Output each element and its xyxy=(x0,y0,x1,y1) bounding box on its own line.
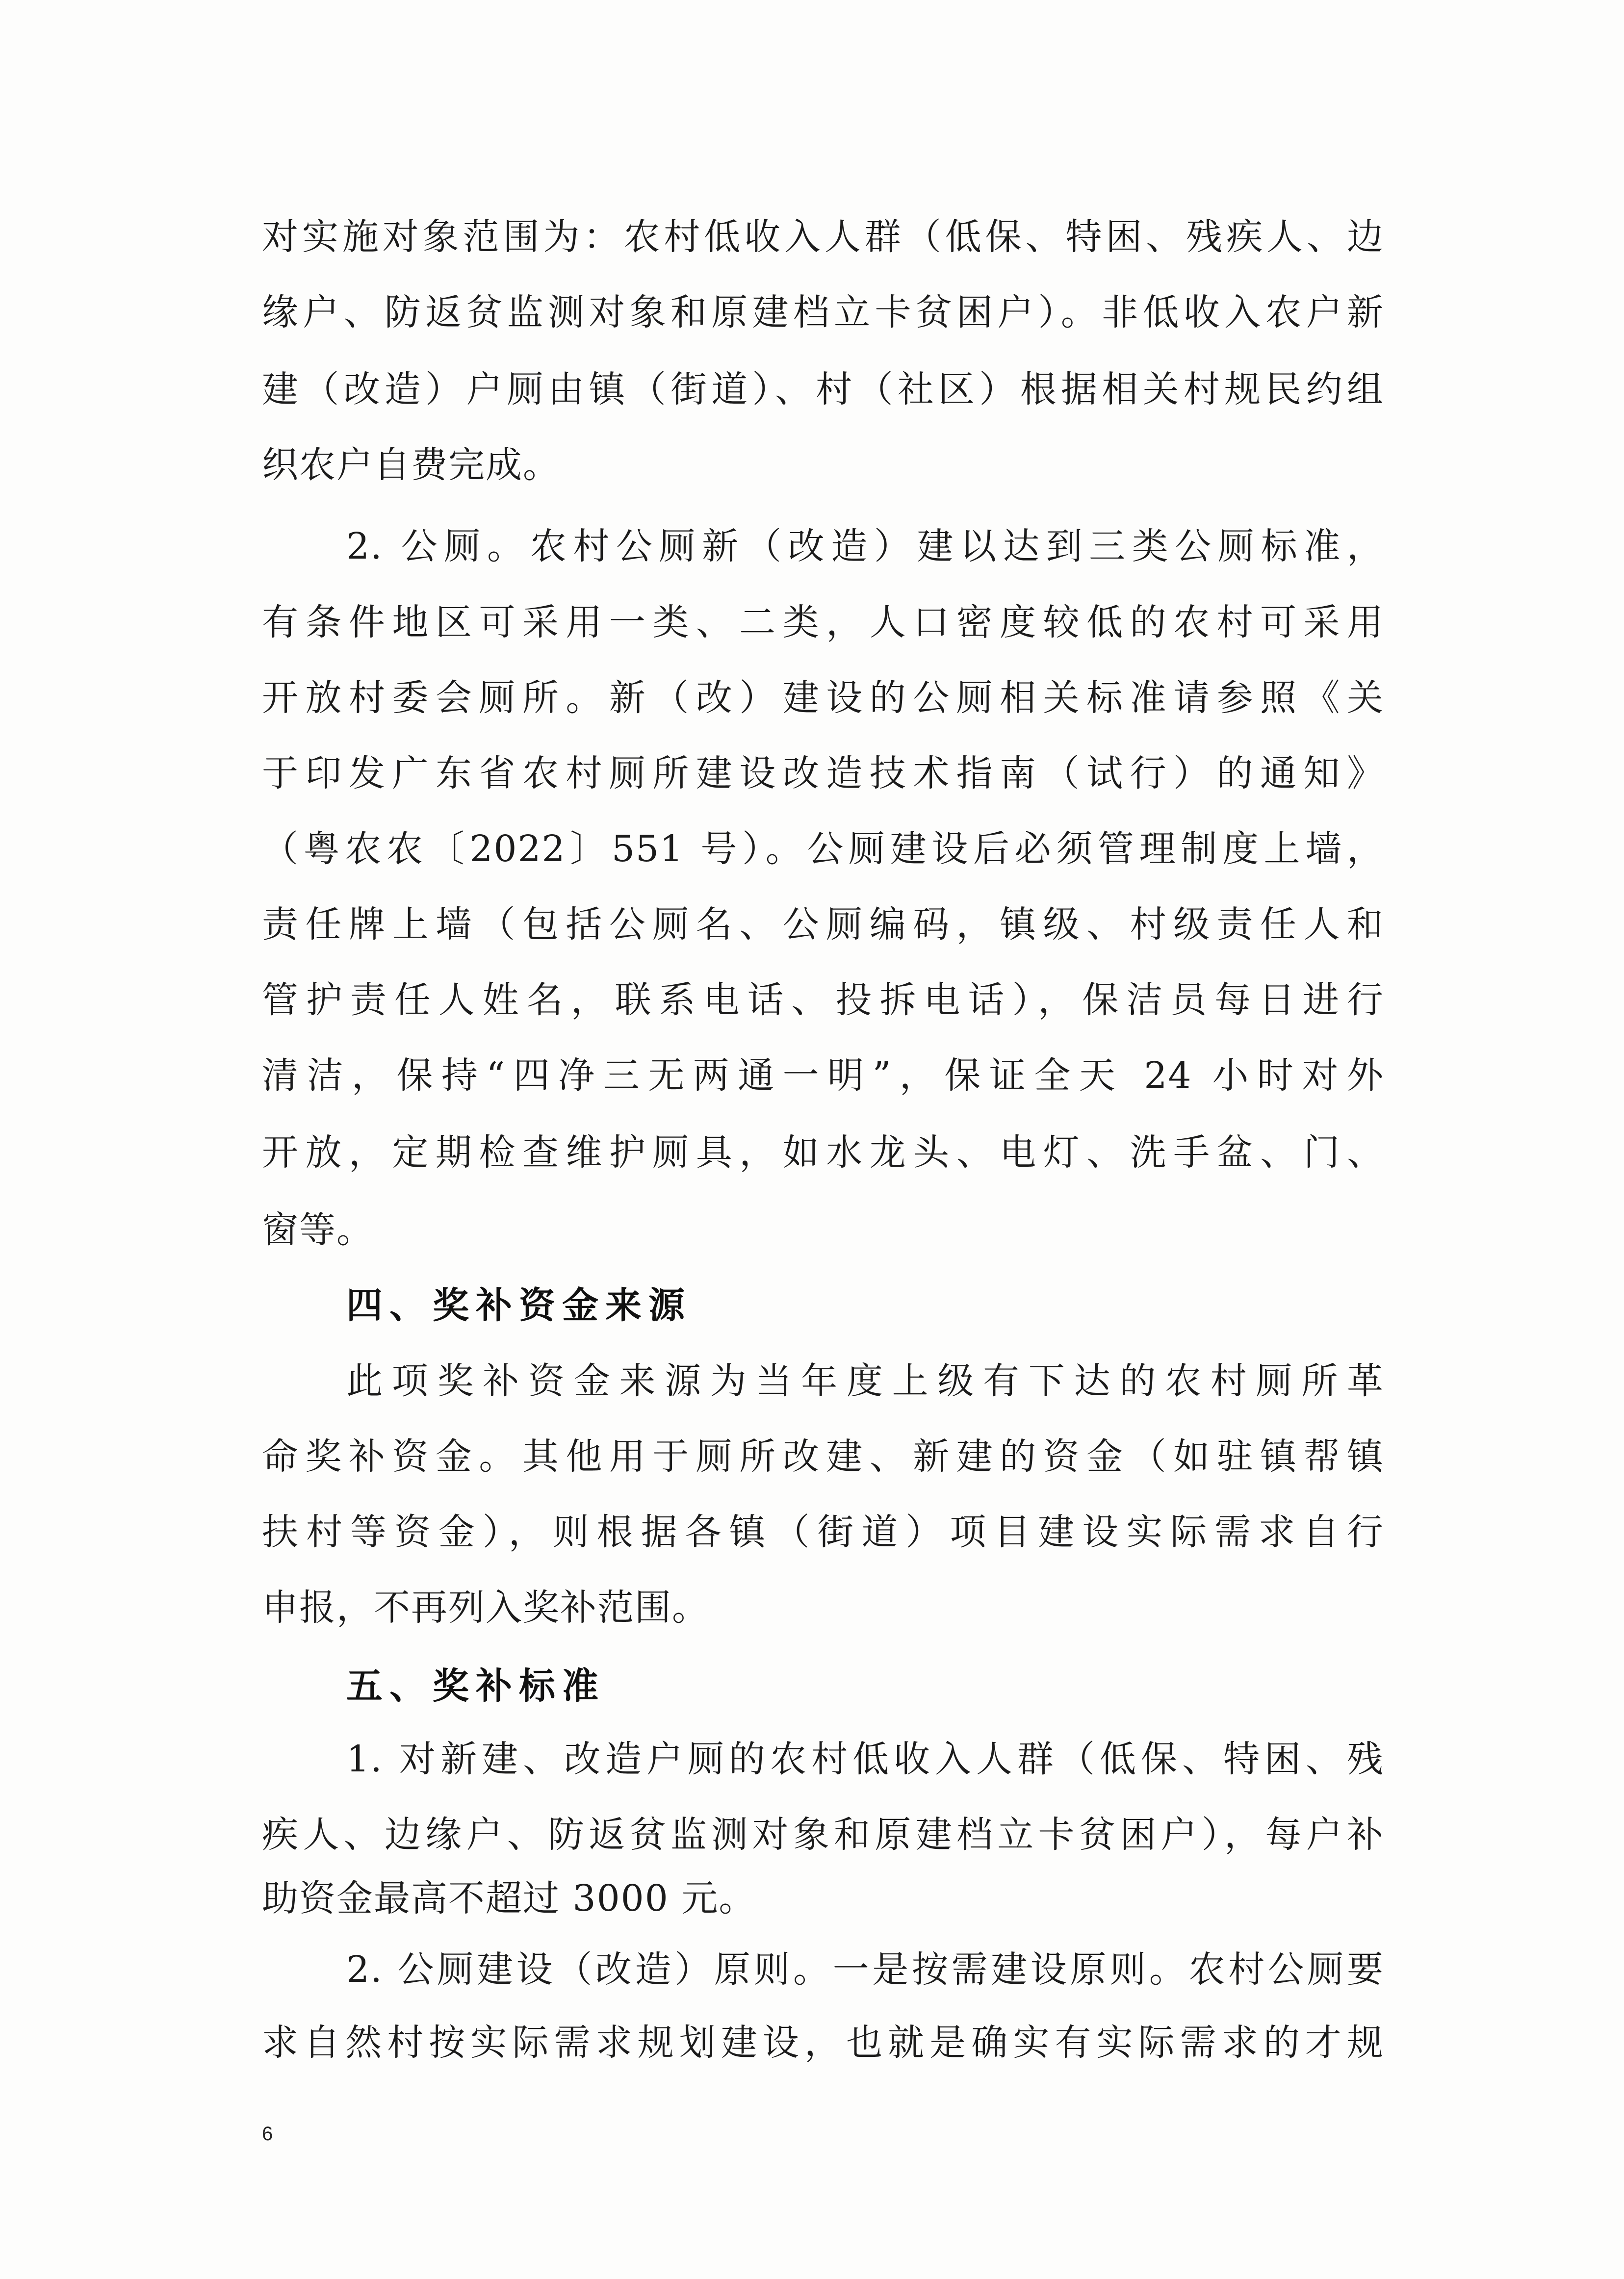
section-heading: 五、奖补标准 xyxy=(346,1665,605,1707)
body-text-line: 1. 对新建、改造户厕的农村低收入人群（低保、特困、残 xyxy=(346,1738,1384,1780)
body-text-line: 管护责任人姓名，联系电话、投拆电话），保洁员每日进行 xyxy=(262,979,1384,1021)
body-text-line: 织农户自费完成。 xyxy=(262,444,560,486)
body-text-line: 于印发广东省农村厕所建设改造技术指南（试行）的通知》 xyxy=(262,752,1384,794)
body-text-line: 助资金最高不超过 3000 元。 xyxy=(262,1877,756,1920)
body-text-line: 缘户、防返贫监测对象和原建档立卡贫困户）。非低收入农户新 xyxy=(262,291,1384,333)
body-text-line: 责任牌上墙（包括公厕名、公厕编码，镇级、村级责任人和 xyxy=(262,903,1384,946)
body-text-line: 清洁，保持“四净三无两通一明”，保证全天 24 小时对外 xyxy=(262,1054,1384,1097)
section-heading: 四、奖补资金来源 xyxy=(346,1284,692,1327)
page-number: 6 xyxy=(262,2123,273,2145)
body-text-line: 此项奖补资金来源为当年度上级有下达的农村厕所革 xyxy=(346,1360,1384,1402)
body-text-line: 开放，定期检查维护厕具，如水龙头、电灯、洗手盆、门、 xyxy=(262,1131,1384,1174)
body-text-line: 有条件地区可采用一类、二类，人口密度较低的农村可采用 xyxy=(262,601,1384,643)
body-text-line: 命奖补资金。其他用于厕所改建、新建的资金（如驻镇帮镇 xyxy=(262,1435,1384,1478)
body-text-line: 申报，不再列入奖补范围。 xyxy=(262,1587,709,1629)
body-text-line: 窗等。 xyxy=(262,1209,374,1251)
body-text-line: 2. 公厕建设（改造）原则。一是按需建设原则。农村公厕要 xyxy=(346,1948,1384,1991)
body-text-line: 求自然村按实际需求规划建设，也就是确实有实际需求的才规 xyxy=(262,2022,1384,2064)
body-text-line: 2. 公厕。农村公厕新（改造）建以达到三类公厕标准， xyxy=(346,525,1384,567)
body-text-line: 疾人、边缘户、防返贫监测对象和原建档立卡贫困户），每户补 xyxy=(262,1814,1384,1856)
body-text-line: （粤农农〔2022〕551 号）。公厕建设后必须管理制度上墙， xyxy=(262,828,1384,870)
body-text-line: 对实施对象范围为：农村低收入人群（低保、特困、残疾人、边 xyxy=(262,216,1384,258)
body-text-line: 开放村委会厕所。新（改）建设的公厕相关标准请参照《关 xyxy=(262,677,1384,719)
body-text-line: 扶村等资金），则根据各镇（街道）项目建设实际需求自行 xyxy=(262,1511,1384,1553)
body-text-line: 建（改造）户厕由镇（街道）、村（社区）根据相关村规民约组 xyxy=(262,368,1384,410)
